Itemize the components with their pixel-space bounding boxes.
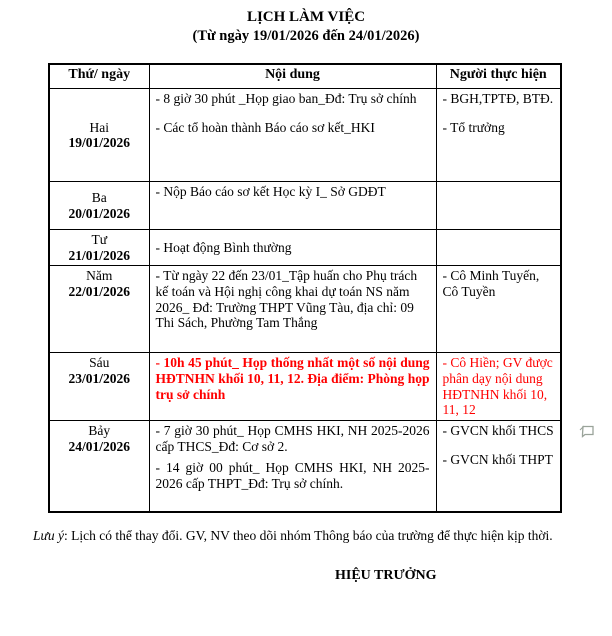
- day-cell: [49, 230, 149, 266]
- column-header-people: Người thực hiện: [436, 64, 561, 89]
- content-cell: [149, 89, 436, 182]
- day-date: 22/01/2026: [68, 284, 130, 300]
- content-item: - 10h 45 phút_ Họp thống nhất một số nội dung HĐTNHN khối 10, 11, 12. Địa điểm: Phòng họp trụ sở chính: [155, 355, 430, 402]
- table-row-highlighted: [49, 353, 561, 421]
- table-row: [49, 89, 561, 182]
- day-cell: [49, 89, 149, 182]
- day-date: 19/01/2026: [68, 135, 130, 151]
- people-item: - Cô Hiền; GV được phân dạy nội dung HĐTNHN khối 10, 11, 12: [442, 355, 553, 418]
- column-header-day: Thứ/ ngày: [49, 64, 149, 89]
- footer-note: [33, 528, 585, 545]
- schedule-table: [48, 63, 562, 513]
- day-name: Ba: [91, 190, 107, 206]
- people-cell: [436, 89, 561, 182]
- table-header-row: [49, 64, 561, 89]
- comment-bubble-icon[interactable]: [577, 421, 597, 441]
- day-name: Năm: [86, 268, 113, 284]
- day-name: Hai: [89, 119, 109, 135]
- people-item: - GVCN khối THPT: [442, 451, 553, 467]
- content-cell: [149, 182, 436, 230]
- content-item: - 14 giờ 00 phút_ Họp CMHS HKI, NH 2025-2026 cấp THPT_Đđ: Trụ sở chính.: [155, 460, 430, 492]
- content-item: - Hoạt động Bình thường: [155, 240, 292, 255]
- people-item: - Tổ trưởng: [442, 119, 505, 135]
- day-date: 20/01/2026: [68, 205, 130, 221]
- day-cell: [49, 182, 149, 230]
- note-text: : Lịch có thể thay đổi. GV, NV theo dõi nhóm Thông báo của trường để thực hiện kịp thời.: [64, 528, 553, 544]
- content-cell: [149, 353, 436, 421]
- table-row: [49, 421, 561, 513]
- day-name: Bảy: [88, 423, 111, 439]
- day-name: Sáu: [89, 355, 110, 371]
- content-cell: [149, 230, 436, 266]
- table-row: [49, 182, 561, 230]
- signature-title: HIỆU TRƯỞNG: [335, 567, 437, 583]
- content-item: - 8 giờ 30 phút _Họp giao ban_Đđ: Trụ sở chính: [155, 91, 417, 107]
- day-date: 23/01/2026: [68, 371, 130, 387]
- content-item: - Các tổ hoàn thành Báo cáo sơ kết_HKI: [155, 119, 375, 135]
- people-item: - BGH,TPTĐ, BTĐ.: [442, 91, 554, 107]
- content-item: - Nộp Báo cáo sơ kết Học kỳ I_ Sở GDĐT: [155, 184, 386, 200]
- day-date: 24/01/2026: [68, 438, 130, 454]
- document-page: [0, 9, 612, 636]
- column-header-content: Nội dung: [149, 64, 436, 89]
- people-cell: [436, 421, 561, 513]
- people-item: - GVCN khối THCS: [442, 423, 554, 439]
- day-name: Tư: [91, 232, 108, 248]
- content-cell: [149, 266, 436, 353]
- people-cell: [436, 353, 561, 421]
- content-cell: [149, 421, 436, 513]
- day-cell: [49, 266, 149, 353]
- page-subtitle: (Từ ngày 19/01/2026 đến 24/01/2026): [192, 27, 420, 44]
- page-title: LỊCH LÀM VIỆC: [246, 9, 366, 25]
- people-cell: [436, 266, 561, 353]
- day-date: 21/01/2026: [68, 247, 130, 263]
- people-item: - Cô Minh Tuyến, Cô Tuyền: [442, 268, 540, 300]
- people-cell: [436, 230, 561, 266]
- content-item: - 7 giờ 30 phút_ Họp CMHS HKI, NH 2025-2026 cấp THCS_Đđ: Cơ sở 2.: [155, 423, 430, 454]
- table-row: [49, 266, 561, 353]
- table-row: [49, 230, 561, 266]
- day-cell: [49, 353, 149, 421]
- content-item: - Từ ngày 22 đến 23/01_Tập huấn cho Phụ trách kế toán và Hội nghị công khai dự toán NS năm 2026_ Đđ: Trường THPT Vũng Tàu, địa chỉ: 09 Thi Sách, Phường Tam Thắng: [155, 268, 418, 331]
- note-label: Lưu ý: [33, 528, 64, 544]
- people-cell: [436, 182, 561, 230]
- day-cell: [49, 421, 149, 513]
